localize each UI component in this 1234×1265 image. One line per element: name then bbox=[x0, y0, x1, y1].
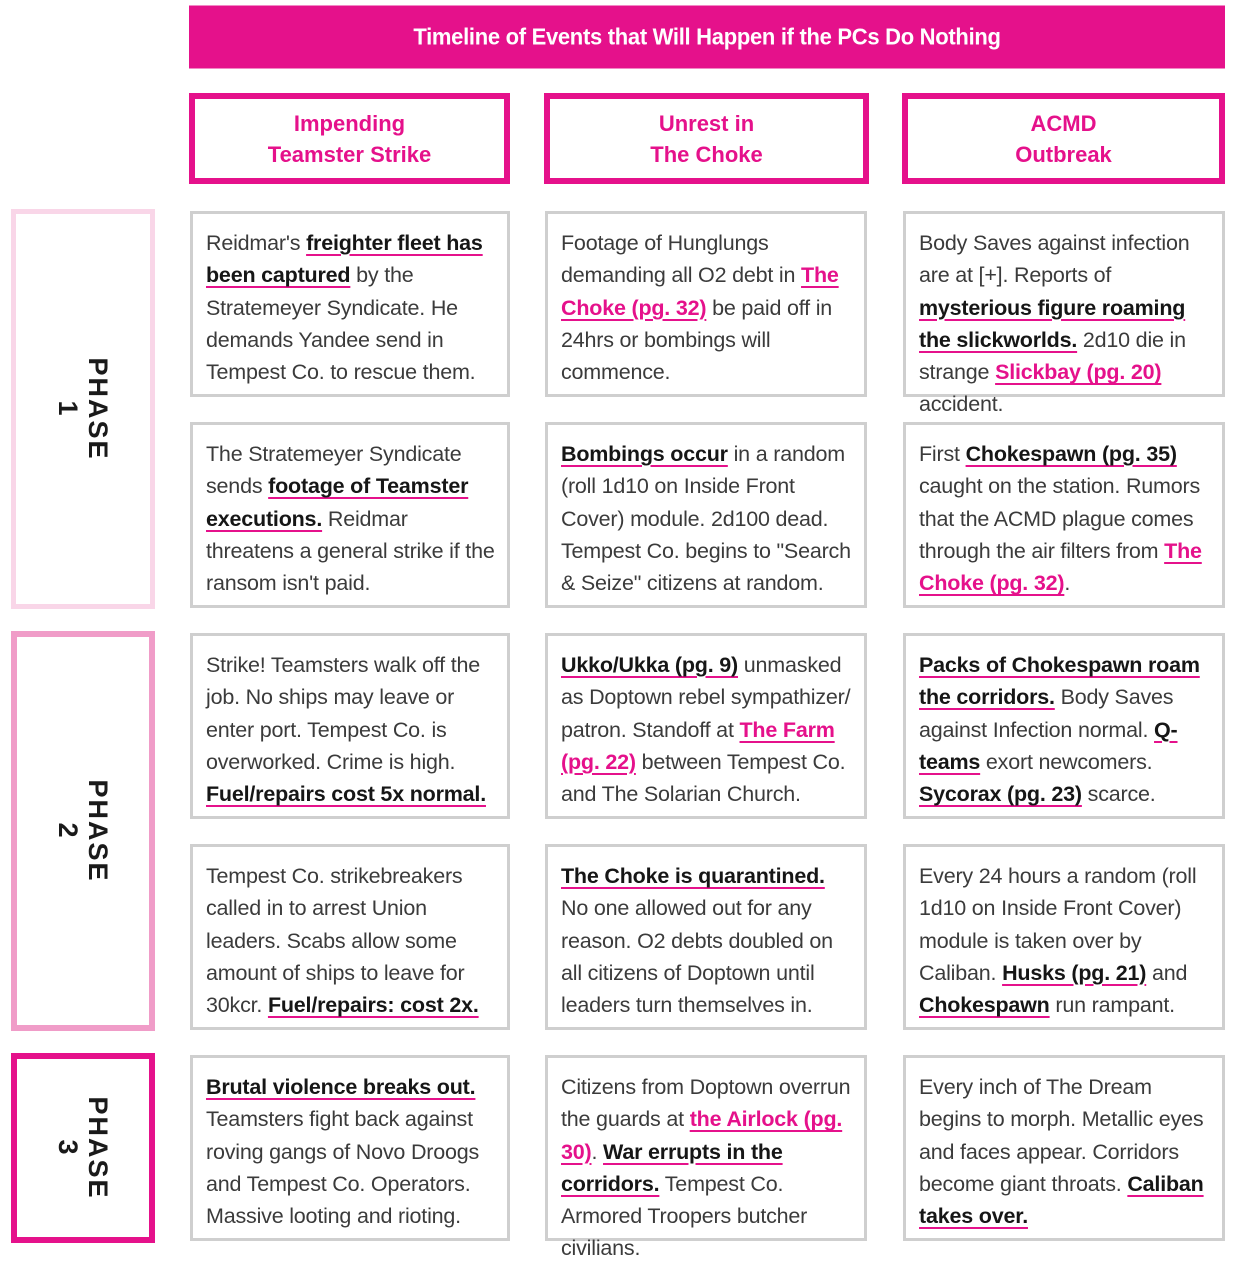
key-event: Bombings occur bbox=[561, 442, 728, 466]
event-text: No one allowed out for any reason. O2 debts doubled on all citizens of Doptown until leaders turn themselves in. bbox=[561, 896, 833, 1018]
event-text: between Tempest Co. and The Solarian Church. bbox=[561, 749, 846, 807]
page-reference-link[interactable]: The Choke (pg. 32) bbox=[561, 263, 839, 320]
event-text: in a random (roll 1d10 on Inside Front Cover) module. 2d100 dead. Tempest Co. begins to "Search & Seize" citizens at random. bbox=[561, 442, 851, 596]
event-text: First bbox=[919, 442, 966, 466]
phase-number: 1 bbox=[53, 400, 83, 418]
event-text: . bbox=[1064, 571, 1071, 596]
phase-number: 2 bbox=[53, 822, 83, 840]
key-event: freighter fleet has been captured bbox=[206, 231, 483, 288]
key-event: Packs of Chokespawn roam the corridors. bbox=[919, 653, 1200, 710]
column-header-line: Outbreak bbox=[1015, 141, 1112, 167]
column-header-line: The Choke bbox=[650, 141, 763, 167]
event-cell-phase2-b-choke bbox=[545, 844, 867, 1030]
column-header-line: Impending bbox=[293, 110, 406, 136]
key-event: Q-teams bbox=[919, 717, 1178, 774]
phase-3-label-box bbox=[11, 1053, 155, 1243]
event-cell-phase2-a-acmd bbox=[903, 633, 1225, 819]
phase-1-label-box bbox=[11, 209, 155, 609]
key-event: Chokespawn (pg. 35) bbox=[965, 442, 1177, 466]
page-reference-link[interactable]: The Farm (pg. 22) bbox=[561, 717, 835, 774]
event-cell-phase2-a-choke bbox=[545, 633, 867, 819]
event-text: Citizens from Doptown overrun the guards at bbox=[561, 1075, 851, 1132]
event-text: Body Saves against infection are at [+]. Reports of bbox=[919, 231, 1190, 288]
event-text: exort newcomers. bbox=[980, 749, 1153, 774]
key-event: Fuel/repairs: cost 2x. bbox=[267, 993, 479, 1018]
event-text: be paid off in 24hrs or bombings will commence. bbox=[561, 295, 833, 385]
column-header-unrest-choke bbox=[544, 93, 869, 184]
event-text: Reidmar threatens a general strike if the ransom isn't paid. bbox=[206, 506, 495, 596]
event-text: Reidmar's bbox=[206, 231, 307, 255]
key-event: The Choke is quarantined. bbox=[561, 864, 825, 888]
column-header-acmd-outbreak bbox=[902, 93, 1225, 184]
key-event: Caliban takes over. bbox=[919, 1171, 1204, 1229]
event-text: Every inch of The Dream begins to morph. Metallic eyes and faces appear. Corridors become giant throats. bbox=[919, 1075, 1204, 1196]
event-text: Strike! Teamsters walk off the job. No ships may leave or enter port. Tempest Co. is overworked. Crime is high. bbox=[206, 653, 481, 774]
event-text: scarce. bbox=[1081, 782, 1156, 807]
key-event: Sycorax (pg. 23) bbox=[919, 782, 1082, 807]
event-text: and bbox=[1146, 960, 1188, 985]
event-text: by the Stratemeyer Syndicate. He demands Yandee send in Tempest Co. to rescue them. bbox=[206, 263, 476, 385]
event-cell-phase1-b-choke bbox=[545, 422, 867, 608]
phase-word: PHASE bbox=[83, 779, 113, 883]
page-reference-link[interactable]: The Choke (pg. 32) bbox=[919, 538, 1202, 596]
column-header-line: Teamster Strike bbox=[267, 141, 432, 167]
key-event: Brutal violence breaks out. bbox=[206, 1075, 476, 1099]
event-cell-phase3-acmd bbox=[903, 1055, 1225, 1241]
event-text: Every 24 hours a random (roll 1d10 on Inside Front Cover) module is taken over by Caliban. bbox=[919, 864, 1197, 985]
event-text: run rampant. bbox=[1049, 993, 1175, 1018]
column-header-line: ACMD bbox=[1030, 110, 1097, 136]
event-text: Tempest Co. Armored Troopers butcher civilians. bbox=[561, 1171, 808, 1261]
key-event: War errupts in the corridors. bbox=[561, 1139, 783, 1196]
event-cell-phase1-a-choke bbox=[545, 211, 867, 397]
page-reference-link[interactable]: Slickbay (pg. 20) bbox=[995, 360, 1162, 385]
event-cell-phase2-b-teamster bbox=[190, 844, 510, 1030]
event-text: Footage of Hunglungs demanding all O2 debt in bbox=[561, 231, 802, 288]
event-text: 2d10 die in strange bbox=[919, 327, 1186, 385]
event-text: Tempest Co. strikebreakers called in to arrest Union leaders. Scabs allow some amount of ships to leave for 30kcr. bbox=[206, 864, 465, 1018]
event-text: accident. bbox=[919, 392, 1004, 417]
event-cell-phase3-teamster bbox=[190, 1055, 510, 1241]
event-text: . bbox=[591, 1139, 604, 1164]
event-cell-phase2-b-acmd bbox=[903, 844, 1225, 1030]
event-cell-phase1-b-teamster bbox=[190, 422, 510, 608]
page-reference-link[interactable]: the Airlock (pg. 30) bbox=[561, 1107, 843, 1164]
key-event: Fuel/repairs cost 5x normal. bbox=[206, 782, 486, 807]
timeline-title-banner bbox=[189, 6, 1225, 69]
phase-number: 3 bbox=[53, 1139, 83, 1157]
event-cell-phase1-a-acmd bbox=[903, 211, 1225, 417]
event-cell-phase3-choke bbox=[545, 1055, 867, 1261]
phase-word: PHASE bbox=[83, 1096, 113, 1200]
phase-word: PHASE bbox=[83, 357, 113, 461]
timeline-title: Timeline of Events that Will Happen if the PCs Do Nothing bbox=[413, 23, 1001, 50]
key-event: mysterious figure roaming the slickworlds. bbox=[919, 295, 1186, 352]
event-text: unmasked as Doptown rebel sympathizer/ patron. Standoff at bbox=[561, 653, 851, 742]
event-cell-phase1-b-acmd bbox=[903, 422, 1225, 608]
column-header-line: Unrest in bbox=[658, 110, 755, 136]
column-header-teamster-strike bbox=[189, 93, 510, 184]
event-text: The Stratemeyer Syndicate sends bbox=[206, 442, 462, 499]
key-event: footage of Teamster executions. bbox=[206, 474, 469, 531]
key-event: Ukko/Ukka (pg. 9) bbox=[561, 653, 739, 677]
event-cell-phase2-a-teamster bbox=[190, 633, 510, 819]
event-text: Body Saves against Infection normal. bbox=[919, 685, 1174, 742]
event-cell-phase1-a-teamster bbox=[190, 211, 510, 397]
key-event: Chokespawn bbox=[919, 993, 1050, 1018]
key-event: Husks (pg. 21) bbox=[1002, 960, 1147, 985]
phase-2-label-box bbox=[11, 631, 155, 1031]
event-text: caught on the station. Rumors that the ACMD plague comes through the air filters from bbox=[919, 474, 1201, 563]
event-text: Teamsters fight back against roving gangs of Novo Droogs and Tempest Co. Operators. Massive looting and rioting. bbox=[206, 1107, 480, 1229]
